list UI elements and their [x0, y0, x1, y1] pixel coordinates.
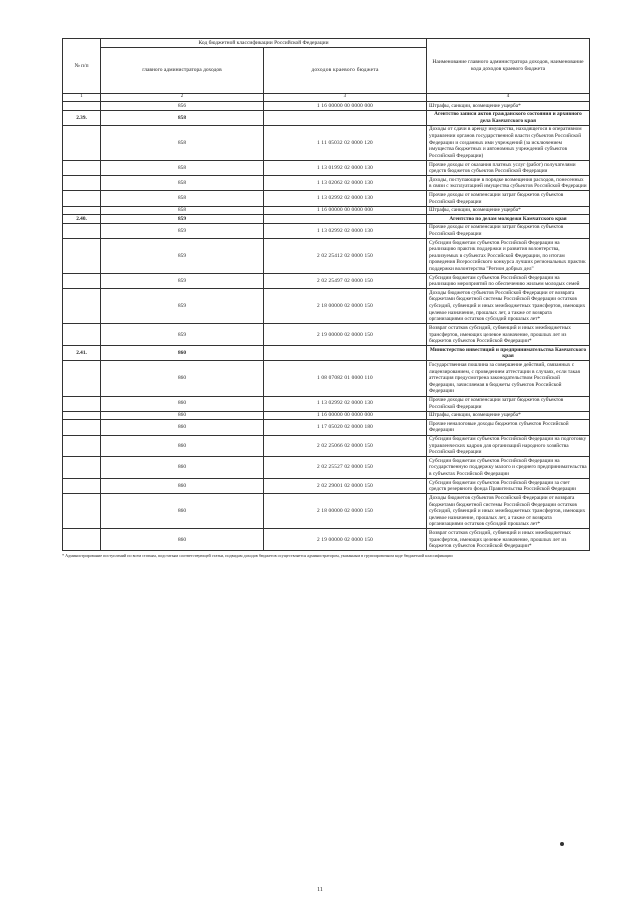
admin-code-cell: 859	[101, 223, 264, 238]
table-row	[63, 361, 590, 396]
income-code-cell: 2 02 25412 02 0000 150	[264, 239, 427, 274]
row-number-cell	[63, 176, 101, 191]
income-code-cell: 2 02 25527 02 0000 150	[264, 457, 427, 479]
description-cell: Субсидии бюджетам субъектов Российской Федерации за счет средств резервного фонда Правительства Российской Федерации	[427, 479, 590, 494]
income-code-cell: 2 02 25497 02 0000 150	[264, 274, 427, 289]
admin-code-cell: 856	[101, 102, 264, 111]
header-income: доходов краевого бюджета	[264, 47, 427, 93]
row-number-cell	[63, 494, 101, 529]
table-row	[63, 274, 590, 289]
admin-code-cell: 859	[101, 289, 264, 324]
admin-code-cell: 858	[101, 206, 264, 215]
admin-code-cell: 858	[101, 110, 264, 125]
row-number-cell	[63, 324, 101, 346]
row-number-cell	[63, 420, 101, 435]
header-name: Наименование главного администратора доходов, наименование кода доходов краевого бюджета	[427, 39, 590, 94]
description-cell: Доходы, поступающие в порядке возмещения расходов, понесенных в связи с эксплуатацией имущества субъектов Российской Федерации	[427, 176, 590, 191]
admin-code-cell: 860	[101, 435, 264, 457]
section-row	[63, 215, 590, 224]
income-code-cell: 1 13 02062 02 0000 130	[264, 176, 427, 191]
table-row	[63, 435, 590, 457]
row-number-cell	[63, 206, 101, 215]
table-row	[63, 411, 590, 420]
row-number-cell	[63, 529, 101, 551]
row-number-cell: 2.39.	[63, 110, 101, 125]
admin-code-cell: 860	[101, 529, 264, 551]
section-row	[63, 110, 590, 125]
budget-income-table	[62, 38, 590, 551]
row-number-cell: 2.40.	[63, 215, 101, 224]
income-code-cell: 2 02 25066 02 0000 150	[264, 435, 427, 457]
description-cell: Прочие неналоговые доходы бюджетов субъектов Российской Федерации	[427, 420, 590, 435]
row-number-cell	[63, 102, 101, 111]
document-sheet	[62, 38, 590, 559]
row-number-cell	[63, 239, 101, 274]
footnote: * Администрирование поступлений по всем статьям, подстатьям соответствующей статьи, подвидам доходов бюджетов осуществляется администратором, указанным в группировочном коде бюджетной классификации	[62, 553, 453, 559]
admin-code-cell: 859	[101, 215, 264, 224]
table-row	[63, 161, 590, 176]
section-row	[63, 346, 590, 361]
admin-code-cell: 860	[101, 494, 264, 529]
column-number: 4	[427, 93, 590, 101]
description-cell: Государственная пошлина за совершение действий, связанных с лицензированием, с проведением аттестации в случаях, если такая аттестация предусмотрена законодательством Российской Федерации, зачисляемая в бюджеты субъектов Российской Федерации	[427, 361, 590, 396]
description-cell: Доходы бюджетов субъектов Российской Федерации от возврата бюджетами бюджетной системы Российской Федерации остатков субсидий, субвенций и иных межбюджетных трансфертов, имеющих целевое назначение, прошлых лет, а также от возврата организациями остатков субсидий прошлых лет*	[427, 289, 590, 324]
income-code-cell: 2 19 00000 02 0000 150	[264, 324, 427, 346]
admin-code-cell: 858	[101, 125, 264, 160]
income-code-cell	[264, 346, 427, 361]
row-number-cell	[63, 161, 101, 176]
description-cell: Доходы бюджетов субъектов Российской Федерации от возврата бюджетами бюджетной системы Российской Федерации остатков субсидий, субвенций и иных межбюджетных трансфертов, имеющих целевое назначение, прошлых лет, а также от возврата организациями остатков субсидий прошлых лет*	[427, 494, 590, 529]
income-code-cell: 1 13 02992 02 0000 130	[264, 223, 427, 238]
description-cell: Прочие доходы от оказания платных услуг (работ) получателями средств бюджетов субъектов Российской Федерации	[427, 161, 590, 176]
admin-code-cell: 858	[101, 191, 264, 206]
income-code-cell: 1 13 01992 02 0000 130	[264, 161, 427, 176]
income-code-cell: 2 18 00000 02 0000 150	[264, 289, 427, 324]
description-cell: Штрафы, санкции, возмещение ущерба*	[427, 411, 590, 420]
row-number-cell	[63, 411, 101, 420]
income-code-cell: 2 02 29001 02 0000 150	[264, 479, 427, 494]
row-number-cell	[63, 479, 101, 494]
table-row	[63, 176, 590, 191]
table-row	[63, 457, 590, 479]
description-cell: Прочие доходы от компенсации затрат бюджетов субъектов Российской Федерации	[427, 223, 590, 238]
admin-code-cell: 860	[101, 396, 264, 411]
admin-code-cell: 860	[101, 457, 264, 479]
table-header-row	[63, 39, 590, 48]
description-cell: Штрафы, санкции, возмещение ущерба*	[427, 102, 590, 111]
description-cell: Возврат остатков субсидий, субвенций и иных межбюджетных трансфертов, имеющих целевое назначение, прошлых лет из бюджетов субъектов Российской Федерации*	[427, 324, 590, 346]
income-code-cell: 2 18 00000 02 0000 150	[264, 494, 427, 529]
admin-code-cell: 858	[101, 176, 264, 191]
description-cell: Доходы от сдачи в аренду имущества, находящегося в оперативном управлении органов государственной власти субъектов Российской Федерации и созданных ими учреждений (за исключением имущества бюджетных и автономных учреждений субъектов Российской Федерации)	[427, 125, 590, 160]
row-number-cell	[63, 457, 101, 479]
table-row	[63, 191, 590, 206]
description-cell: Агентство по делам молодежи Камчатского края	[427, 215, 590, 224]
description-cell: Прочие доходы от компенсации затрат бюджетов субъектов Российской Федерации	[427, 191, 590, 206]
description-cell: Прочие доходы от компенсации затрат бюджетов субъектов Российской Федерации	[427, 396, 590, 411]
income-code-cell: 1 08 07082 01 0000 110	[264, 361, 427, 396]
income-code-cell: 1 13 02992 02 0000 130	[264, 396, 427, 411]
column-number: 1	[63, 93, 101, 101]
row-number-cell: 2.41.	[63, 346, 101, 361]
header-admin: главного администратора доходов	[101, 47, 264, 93]
income-code-cell: 1 16 00000 00 0000 000	[264, 102, 427, 111]
admin-code-cell: 858	[101, 161, 264, 176]
margin-mark	[560, 842, 564, 846]
table-row	[63, 102, 590, 111]
header-number: № п/п	[63, 39, 101, 94]
income-code-cell: 1 16 00000 00 0000 000	[264, 206, 427, 215]
table-row	[63, 420, 590, 435]
admin-code-cell: 860	[101, 361, 264, 396]
admin-code-cell: 860	[101, 420, 264, 435]
row-number-cell	[63, 191, 101, 206]
table-row	[63, 324, 590, 346]
description-cell: Возврат остатков субсидий, субвенций и иных межбюджетных трансфертов, имеющих целевое назначение, прошлых лет из бюджетов субъектов Российской Федерации*	[427, 529, 590, 551]
page-number: 11	[317, 887, 323, 893]
description-cell: Субсидии бюджетам субъектов Российской Федерации на реализацию практик поддержки и развития волонтерства, реализуемых в субъектах Российской Федерации, по итогам проведения Всероссийского конкурса лучших региональных практик поддержки волонтерства "Регион добрых дел"	[427, 239, 590, 274]
row-number-cell	[63, 396, 101, 411]
row-number-cell	[63, 274, 101, 289]
description-cell: Субсидии бюджетам субъектов Российской Федерации на реализацию мероприятий по обеспечению жильем молодых семей	[427, 274, 590, 289]
admin-code-cell: 860	[101, 346, 264, 361]
row-number-cell	[63, 223, 101, 238]
table-row	[63, 289, 590, 324]
description-cell: Министерство инвестиций и предпринимательства Камчатского края	[427, 346, 590, 361]
admin-code-cell: 860	[101, 411, 264, 420]
table-row	[63, 396, 590, 411]
income-code-cell: 1 17 05020 02 0000 180	[264, 420, 427, 435]
income-code-cell: 2 19 00000 02 0000 150	[264, 529, 427, 551]
admin-code-cell: 859	[101, 274, 264, 289]
income-code-cell: 1 16 00000 00 0000 000	[264, 411, 427, 420]
row-number-cell	[63, 125, 101, 160]
admin-code-cell: 859	[101, 324, 264, 346]
admin-code-cell: 859	[101, 239, 264, 274]
column-number: 3	[264, 93, 427, 101]
header-code-group: Код бюджетной классификации Российской Федерации	[101, 39, 427, 48]
table-row	[63, 479, 590, 494]
table-row	[63, 494, 590, 529]
table-row	[63, 206, 590, 215]
description-cell: Штрафы, санкции, возмещение ущерба*	[427, 206, 590, 215]
admin-code-cell: 860	[101, 479, 264, 494]
table-row	[63, 223, 590, 238]
row-number-cell	[63, 435, 101, 457]
table-row	[63, 125, 590, 160]
income-code-cell	[264, 215, 427, 224]
income-code-cell	[264, 110, 427, 125]
description-cell: Субсидии бюджетам субъектов Российской Федерации на государственную поддержку малого и среднего предпринимательства в субъектах Российской Федерации	[427, 457, 590, 479]
row-number-cell	[63, 289, 101, 324]
income-code-cell: 1 13 02992 02 0000 130	[264, 191, 427, 206]
row-number-cell	[63, 361, 101, 396]
table-row	[63, 529, 590, 551]
income-code-cell: 1 11 05032 02 0000 120	[264, 125, 427, 160]
table-row	[63, 239, 590, 274]
description-cell: Агентство записи актов гражданского состояния и архивного дела Камчатского края	[427, 110, 590, 125]
column-number: 2	[101, 93, 264, 101]
description-cell: Субсидии бюджетам субъектов Российской Федерации на подготовку управленческих кадров для организаций народного хозяйства Российской Федерации	[427, 435, 590, 457]
column-number-row	[63, 93, 590, 101]
